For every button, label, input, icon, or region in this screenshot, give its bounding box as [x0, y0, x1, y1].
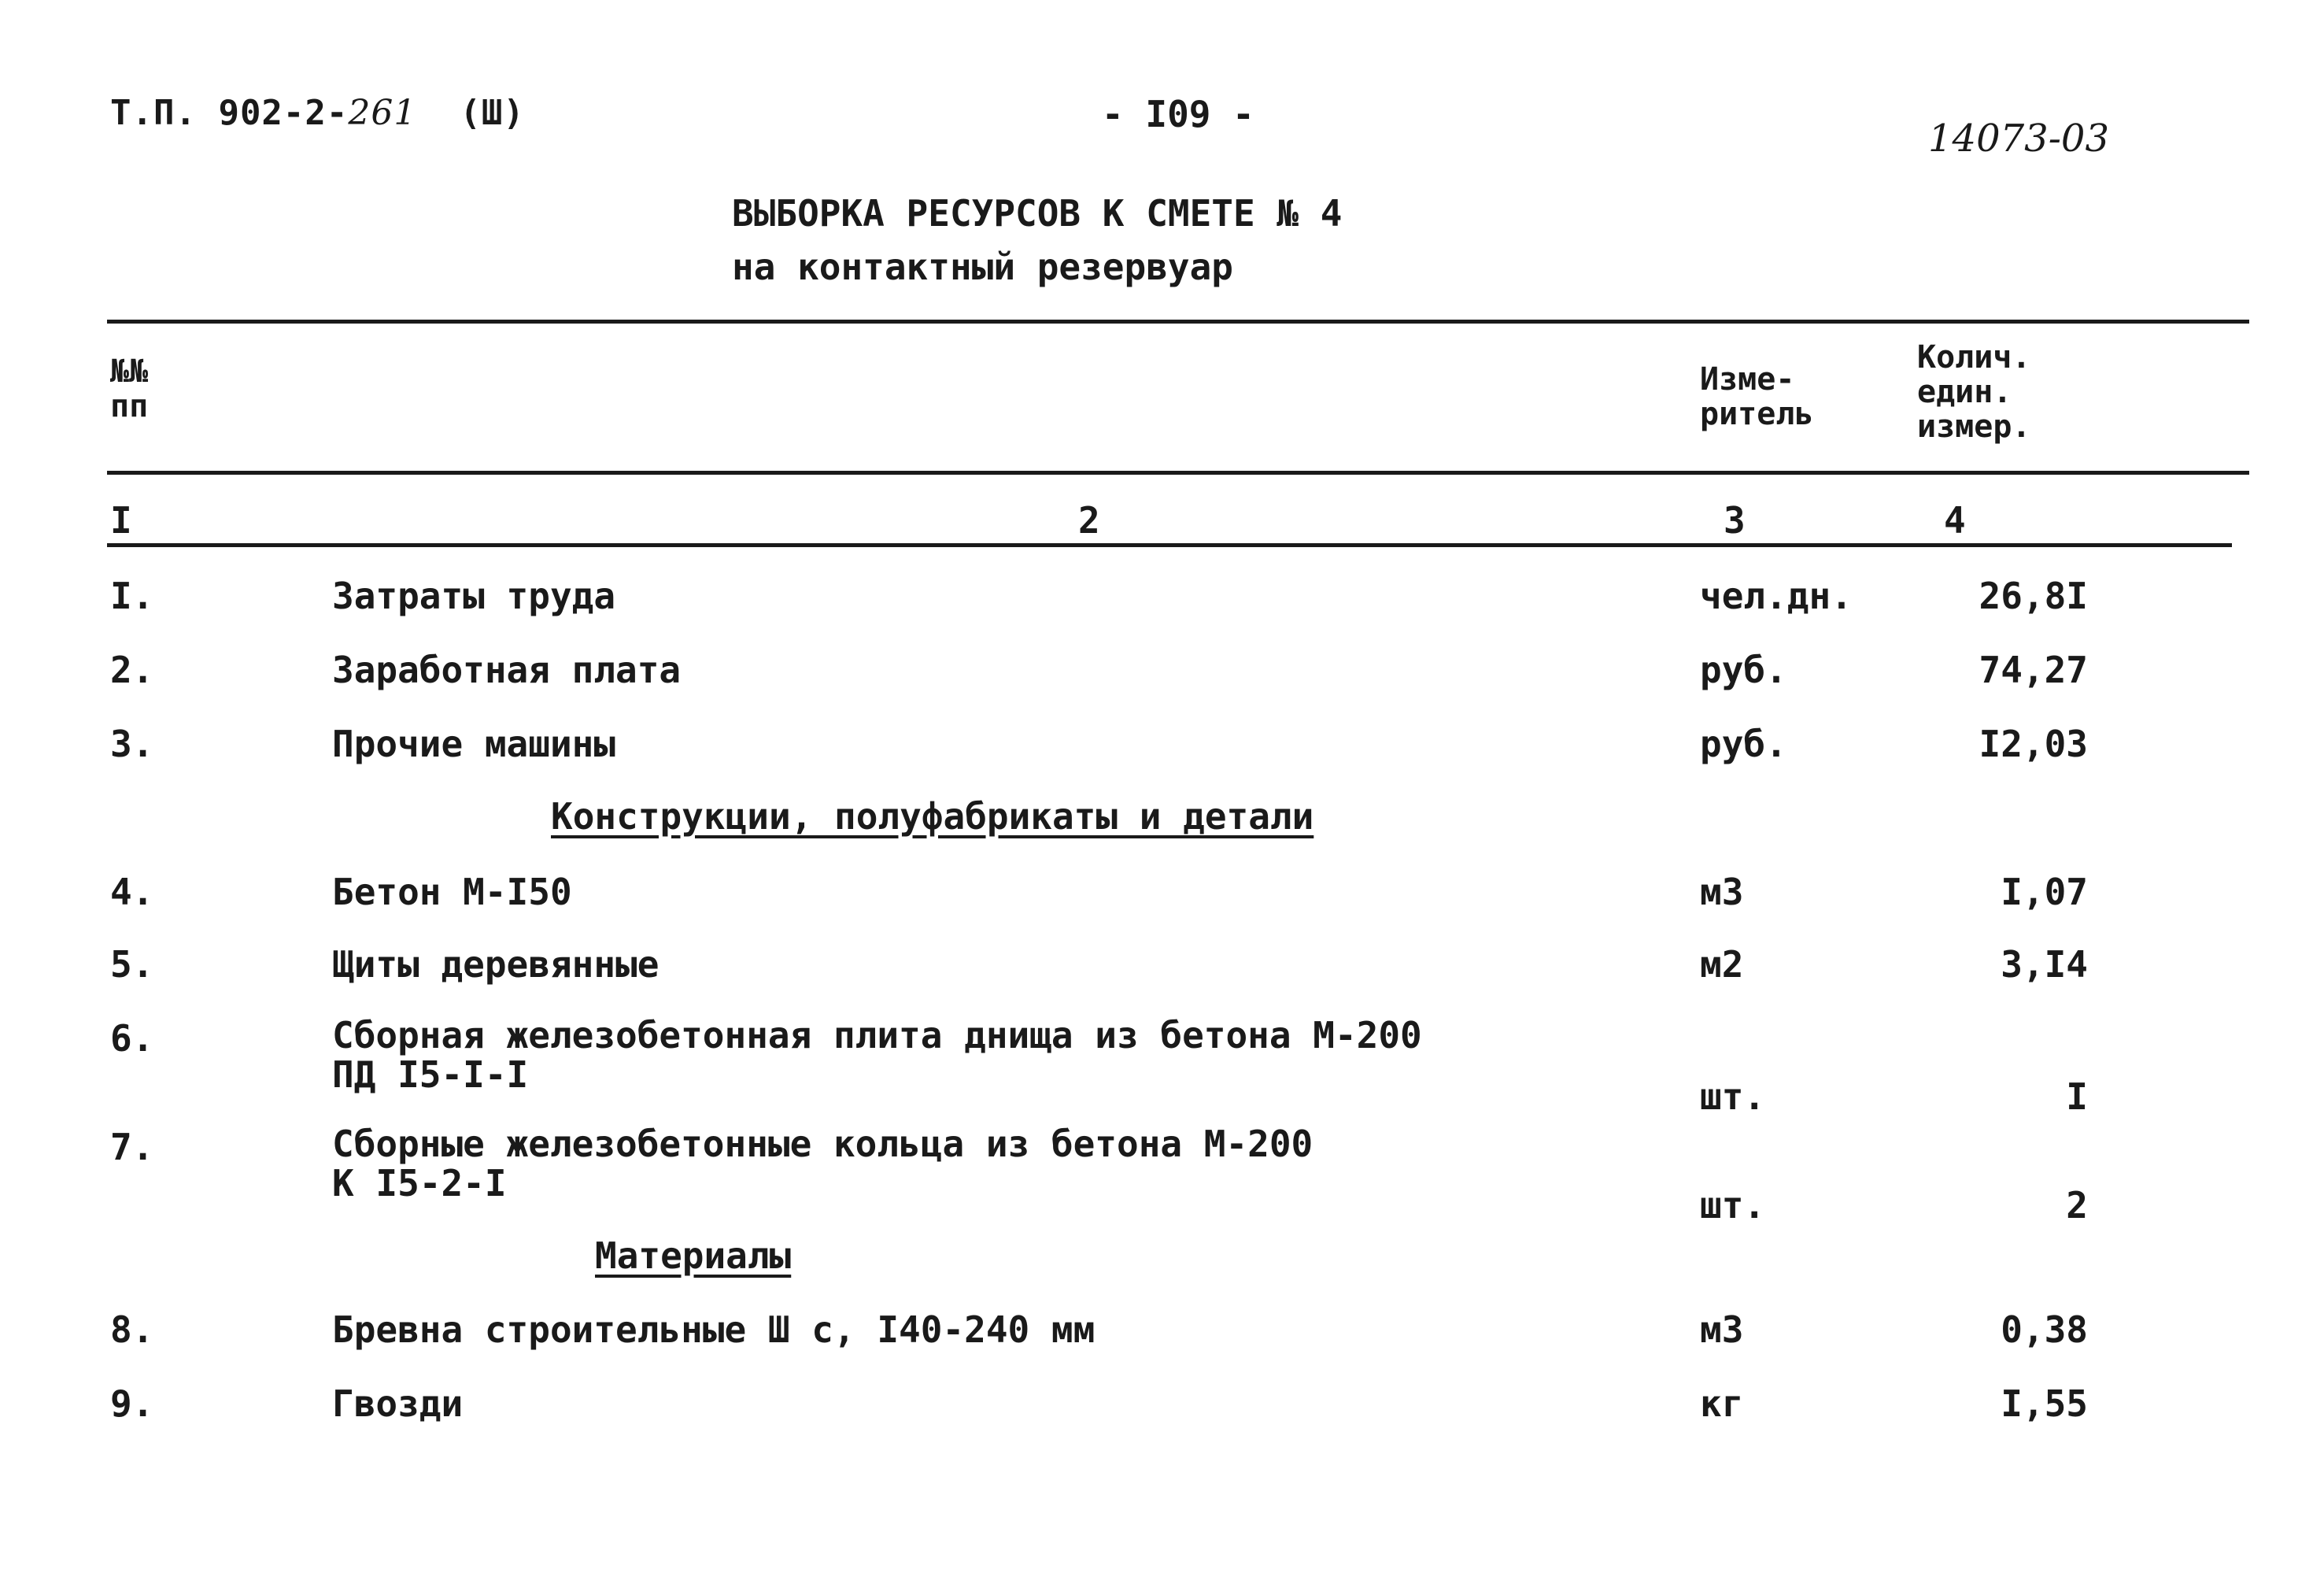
row-resource-name: Бетон М-I50 [332, 871, 572, 913]
row-number: 8. [110, 1308, 154, 1351]
row-number: 3. [110, 723, 154, 765]
row-unit: шт. [1700, 1075, 1766, 1118]
archive-code: 14073-03 [1928, 117, 2109, 161]
row-quantity: 2 [2066, 1184, 2088, 1227]
row-quantity: 3,I4 [2001, 943, 2088, 986]
row-resource-name: Заработная плата [332, 649, 682, 691]
row-unit: чел.дн. [1700, 575, 1853, 617]
row-unit: руб. [1700, 723, 1787, 765]
column-number-2: 2 [1078, 499, 1100, 542]
row-quantity: I,55 [2001, 1382, 2088, 1425]
row-quantity: I2,03 [1979, 723, 2088, 765]
column-header-unit-line2: ритель [1700, 396, 1814, 432]
document-subtitle: на контактный резервуар [732, 246, 1233, 288]
row-number: 5. [110, 943, 154, 986]
row-unit: м3 [1700, 1308, 1744, 1351]
table-row [0, 1308, 2324, 1356]
document-volume: (Ш) [460, 93, 525, 133]
row-number: 4. [110, 871, 154, 913]
row-resource-code: ПД I5-I-I [332, 1053, 529, 1096]
column-number-3: 3 [1724, 499, 1746, 542]
table-row [0, 1014, 2324, 1127]
table-row [0, 1123, 2324, 1236]
document-reference-handwritten: 261 [348, 93, 417, 133]
section-heading-materials: Материалы [595, 1234, 792, 1277]
document-title: ВЫБОРКА РЕСУРСОВ К СМЕТЕ № 4 [732, 192, 1343, 235]
row-quantity: 74,27 [1979, 649, 2088, 691]
document-reference-printed: Т.П. 902-2- [110, 93, 349, 133]
row-quantity: I,07 [2001, 871, 2088, 913]
column-header-quantity-line3: измер. [1917, 409, 2031, 445]
column-header-unit [1700, 362, 1814, 431]
row-resource-name: Гвозди [332, 1382, 464, 1425]
column-header-quantity-line1: Колич. [1917, 339, 2031, 376]
row-number: 2. [110, 649, 154, 691]
column-header-number [110, 354, 148, 424]
column-header-quantity-line2: един. [1917, 374, 2012, 410]
row-unit: м2 [1700, 943, 1744, 986]
row-quantity: 0,38 [2001, 1308, 2088, 1351]
row-number: 7. [110, 1126, 154, 1168]
row-unit: руб. [1700, 649, 1787, 691]
column-header-number-line2: пп [110, 388, 149, 424]
row-resource-name: Сборная железобетонная плита днища из бетона М-200 [332, 1014, 1422, 1056]
column-number-4: 4 [1944, 499, 1966, 542]
table-row [0, 1382, 2324, 1430]
column-number-1: I [110, 499, 132, 542]
column-numbers-rule [107, 543, 2232, 547]
table-row [0, 723, 2324, 770]
page-number: - I09 - [1102, 93, 1254, 135]
section-heading-constructions: Конструкции, полуфабрикаты и детали [551, 795, 1314, 838]
table-row [0, 943, 2324, 990]
row-quantity: 26,8I [1979, 575, 2088, 617]
row-resource-name: Прочие машины [332, 723, 616, 765]
column-header-number-line1: №№ [110, 353, 149, 390]
document-reference [110, 93, 525, 133]
row-resource-name: Затраты труда [332, 575, 616, 617]
row-number: I. [110, 575, 154, 617]
row-resource-name: Бревна строительные Ш с, I40-240 мм [332, 1308, 1095, 1351]
row-resource-code: К I5-2-I [332, 1162, 507, 1204]
table-row [0, 871, 2324, 918]
table-row [0, 575, 2324, 622]
row-resource-name: Щиты деревянные [332, 943, 660, 986]
row-unit: кг [1700, 1382, 1744, 1425]
header-bottom-rule [107, 471, 2249, 475]
column-header-unit-line1: Изме- [1700, 361, 1795, 398]
column-header-quantity [1917, 340, 2031, 444]
row-unit: шт. [1700, 1184, 1766, 1227]
row-number: 6. [110, 1017, 154, 1060]
row-resource-name: Сборные железобетонные кольца из бетона М-200 [332, 1123, 1313, 1165]
row-unit: м3 [1700, 871, 1744, 913]
table-row [0, 649, 2324, 696]
table-top-rule [107, 320, 2249, 324]
row-quantity: I [2066, 1075, 2088, 1118]
row-number: 9. [110, 1382, 154, 1425]
